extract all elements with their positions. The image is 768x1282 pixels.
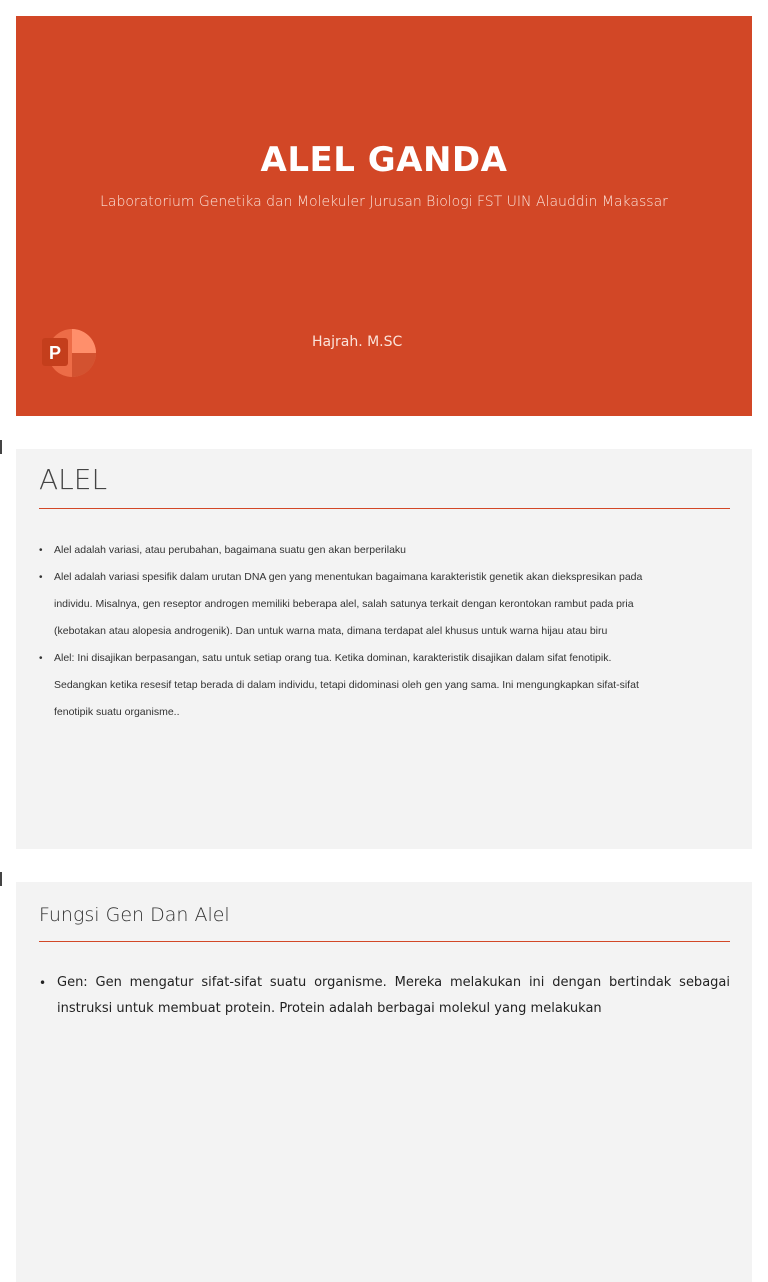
bullet-item: • Alel adalah variasi spesifik dalam urutan DNA gen yang menentukan bagaimana karakteristik genetik akan diekspresikan pada individu. Misalnya, gen reseptor androgen memiliki beberapa alel, salah satunya terkait dengan kerontokan rambut pada pria (kebotakan atau alopesia androgenik). Dan untuk warna mata, dimana terdapat alel khusus untuk warna hijau atau biru xyxy=(39,564,660,645)
slide-subtitle: Laboratorium Genetika dan Molekuler Jurusan Biologi FST UIN Alauddin Makassar xyxy=(100,194,668,210)
slide-edge-marker xyxy=(0,440,2,454)
slide-heading: Fungsi Gen Dan Alel xyxy=(39,904,230,926)
bullet-item: • Gen: Gen mengatur sifat-sifat suatu organisme. Mereka melakukan ini dengan bertindak sebagai instruksi untuk membuat protein. Protein adalah berbagai molekul yang melakukan xyxy=(39,970,730,1022)
heading-divider xyxy=(39,941,730,942)
author-name: Hajrah. M.SC xyxy=(312,334,403,350)
bullet-list xyxy=(39,970,730,1022)
alel-slide[interactable] xyxy=(16,449,752,849)
slide-title: ALEL GANDA xyxy=(260,140,508,180)
slide-edge-marker xyxy=(0,872,2,886)
svg-text:P: P xyxy=(48,343,62,363)
slide-heading: ALEL xyxy=(39,463,108,496)
heading-divider xyxy=(39,508,730,509)
powerpoint-icon xyxy=(40,328,98,380)
title-slide[interactable] xyxy=(16,16,752,416)
fungsi-slide[interactable] xyxy=(16,882,752,1282)
bullet-item: • Alel: Ini disajikan berpasangan, satu untuk setiap orang tua. Ketika dominan, karakteristik disajikan dalam sifat fenotipik. Sedangkan ketika resesif tetap berada di dalam individu, tetapi didominasi oleh gen yang sama. Ini mengungkapkan sifat-sifat fenotipik suatu organisme.. xyxy=(39,645,660,726)
bullet-item: • Alel adalah variasi, atau perubahan, bagaimana suatu gen akan berperilaku xyxy=(39,537,660,564)
bullet-list xyxy=(39,537,660,726)
